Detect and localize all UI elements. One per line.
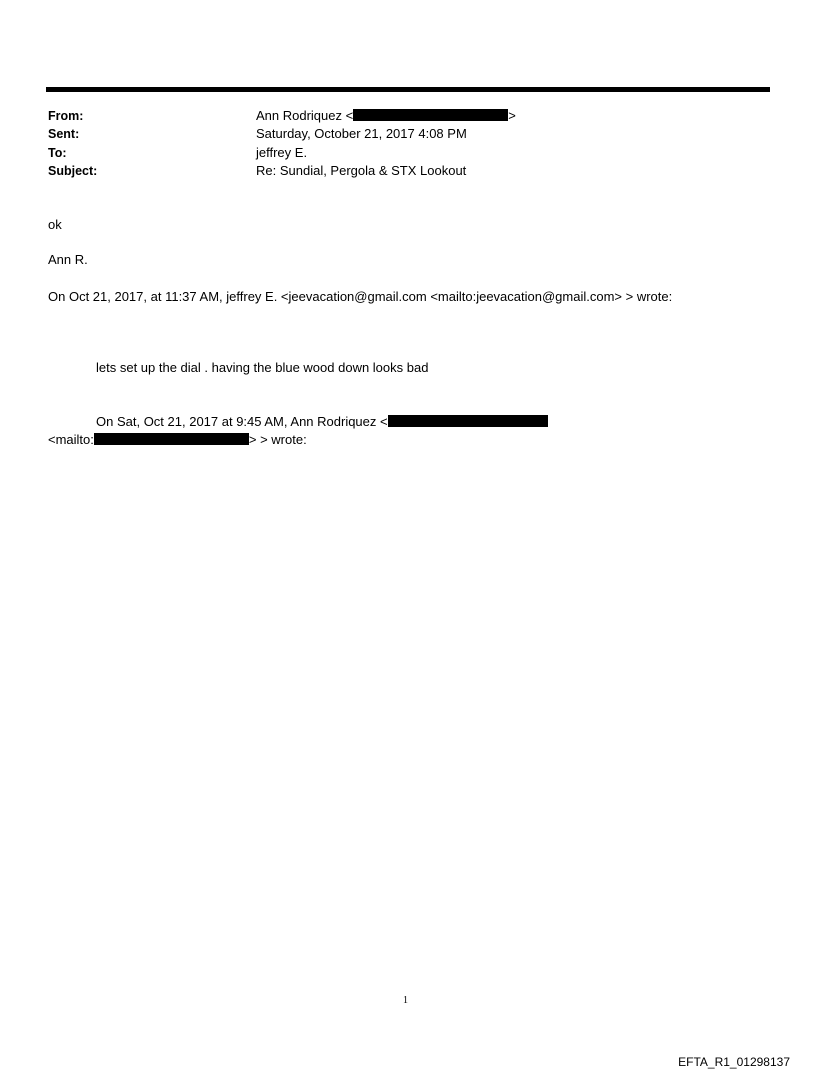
sent-value: Saturday, October 21, 2017 4:08 PM	[256, 126, 467, 141]
subject-label: Subject:	[48, 164, 98, 178]
reply-text: ok	[48, 217, 62, 232]
redaction-block	[94, 433, 249, 445]
signature: Ann R.	[48, 252, 88, 267]
subject-value: Re: Sundial, Pergola & STX Lookout	[256, 163, 467, 178]
bates-number: EFTA_R1_01298137	[678, 1055, 790, 1069]
from-value	[256, 108, 516, 124]
redaction-block	[388, 415, 548, 427]
sent-label: Sent:	[48, 127, 80, 141]
nested-intro-text: On Sat, Oct 21, 2017 at 9:45 AM, Ann Rodriquez <	[96, 414, 388, 429]
redaction-block	[353, 109, 508, 121]
nested-mailto-start: <mailto:	[48, 432, 94, 447]
page-number: 1	[403, 995, 408, 1006]
from-tail: >	[508, 108, 516, 123]
from-label: From:	[48, 109, 84, 123]
to-label: To:	[48, 146, 67, 160]
header-divider	[46, 87, 770, 92]
to-value: jeffrey E.	[256, 145, 308, 160]
quote-intro: On Oct 21, 2017, at 11:37 AM, jeffrey E. <jeevacation@gmail.com <mailto:jeevacation@gmail.com> > wrote:	[48, 289, 673, 304]
nested-mailto-line	[48, 432, 307, 448]
quoted-message: lets set up the dial . having the blue wood down looks bad	[96, 360, 429, 375]
nested-quote-intro	[96, 414, 548, 430]
from-name: Ann Rodriquez <	[256, 108, 354, 123]
nested-mailto-end: > > wrote:	[248, 432, 307, 447]
